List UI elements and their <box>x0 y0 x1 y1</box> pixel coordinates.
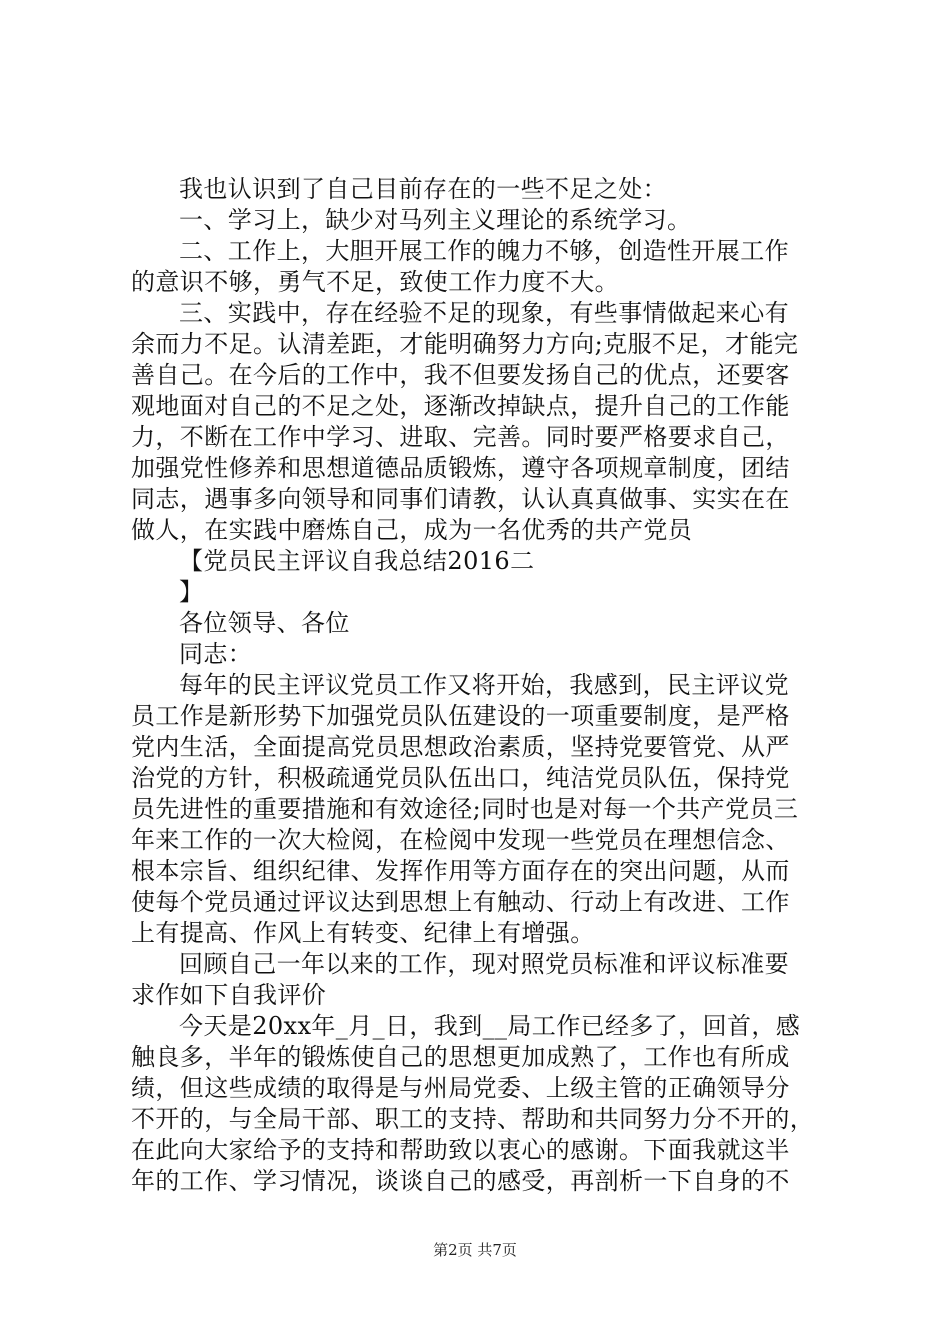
text-line: 今天是20xx年_月_日，我到__局工作已经多了，回首，感 <box>179 1012 801 1040</box>
text-line: 力，不断在工作中学习、进取、完善。同时要严格要求自己， <box>131 423 790 451</box>
text-line: 员先进性的重要措施和有效途径;同时也是对每一个共产党员三 <box>131 795 799 823</box>
text-line: 使每个党员通过评议达到思想上有触动、行动上有改进、工作 <box>131 888 790 916</box>
text-line: 观地面对自己的不足之处，逐渐改掉缺点，提升自己的工作能 <box>131 392 790 420</box>
salutation-line: 同志： <box>179 640 253 668</box>
salutation-line: 各位领导、各位 <box>179 609 350 637</box>
text-line: 一、学习上，缺少对马列主义理论的系统学习。 <box>179 206 692 234</box>
text-line: 善自己。在今后的工作中，我不但要发扬自己的优点，还要客 <box>131 361 790 389</box>
text-line: 二、工作上，大胆开展工作的魄力不够，创造性开展工作 <box>179 237 789 265</box>
text-line: 同志，遇事多向领导和同事们请教，认认真真做事、实实在在 <box>131 485 790 513</box>
text-line: 每年的民主评议党员工作又将开始，我感到，民主评议党 <box>179 671 789 699</box>
section-heading-end: 】 <box>179 578 204 606</box>
text-line: 触良多，半年的锻炼使自己的思想更加成熟了，工作也有所成 <box>131 1043 790 1071</box>
page-number-footer: 第2页 共7页 <box>433 1241 517 1259</box>
text-line: 做人，在实践中磨炼自己，成为一名优秀的共产党员 <box>131 516 693 544</box>
text-line: 年来工作的一次大检阅，在检阅中发现一些党员在理想信念、 <box>131 826 790 854</box>
text-line: 上有提高、作风上有转变、纪律上有增强。 <box>131 919 595 947</box>
text-line: 余而力不足。认清差距，才能明确努力方向;克服不足，才能完 <box>131 330 799 358</box>
text-line: 回顾自己一年以来的工作，现对照党员标准和评议标准要 <box>179 950 789 978</box>
text-line: 根本宗旨、组织纪律、发挥作用等方面存在的突出问题，从而 <box>131 857 790 885</box>
text-line: 我也认识到了自己目前存在的一些不足之处： <box>179 175 667 203</box>
text-line: 员工作是新形势下加强党员队伍建设的一项重要制度，是严格 <box>131 702 790 730</box>
text-line: 年的工作、学习情况，谈谈自己的感受，再剖析一下自身的不 <box>131 1167 790 1195</box>
text-line: 不开的，与全局干部、职工的支持、帮助和共同努力分不开的， <box>131 1105 815 1133</box>
text-line: 加强党性修养和思想道德品质锻炼，遵守各项规章制度，团结 <box>131 454 790 482</box>
text-line: 在此向大家给予的支持和帮助致以衷心的感谢。下面我就这半 <box>131 1136 790 1164</box>
text-line: 的意识不够，勇气不足，致使工作力度不大。 <box>131 268 619 296</box>
text-line: 治党的方针，积极疏通党员队伍出口，纯洁党员队伍，保持党 <box>131 764 790 792</box>
text-line: 绩，但这些成绩的取得是与州局党委、上级主管的正确领导分 <box>131 1074 790 1102</box>
section-heading: 【党员民主评议自我总结2016二 <box>179 547 535 575</box>
text-line: 党内生活，全面提高党员思想政治素质，坚持党要管党、从严 <box>131 733 790 761</box>
text-line: 求作如下自我评价 <box>131 981 327 1009</box>
text-line: 三、实践中，存在经验不足的现象，有些事情做起来心有 <box>179 299 789 327</box>
